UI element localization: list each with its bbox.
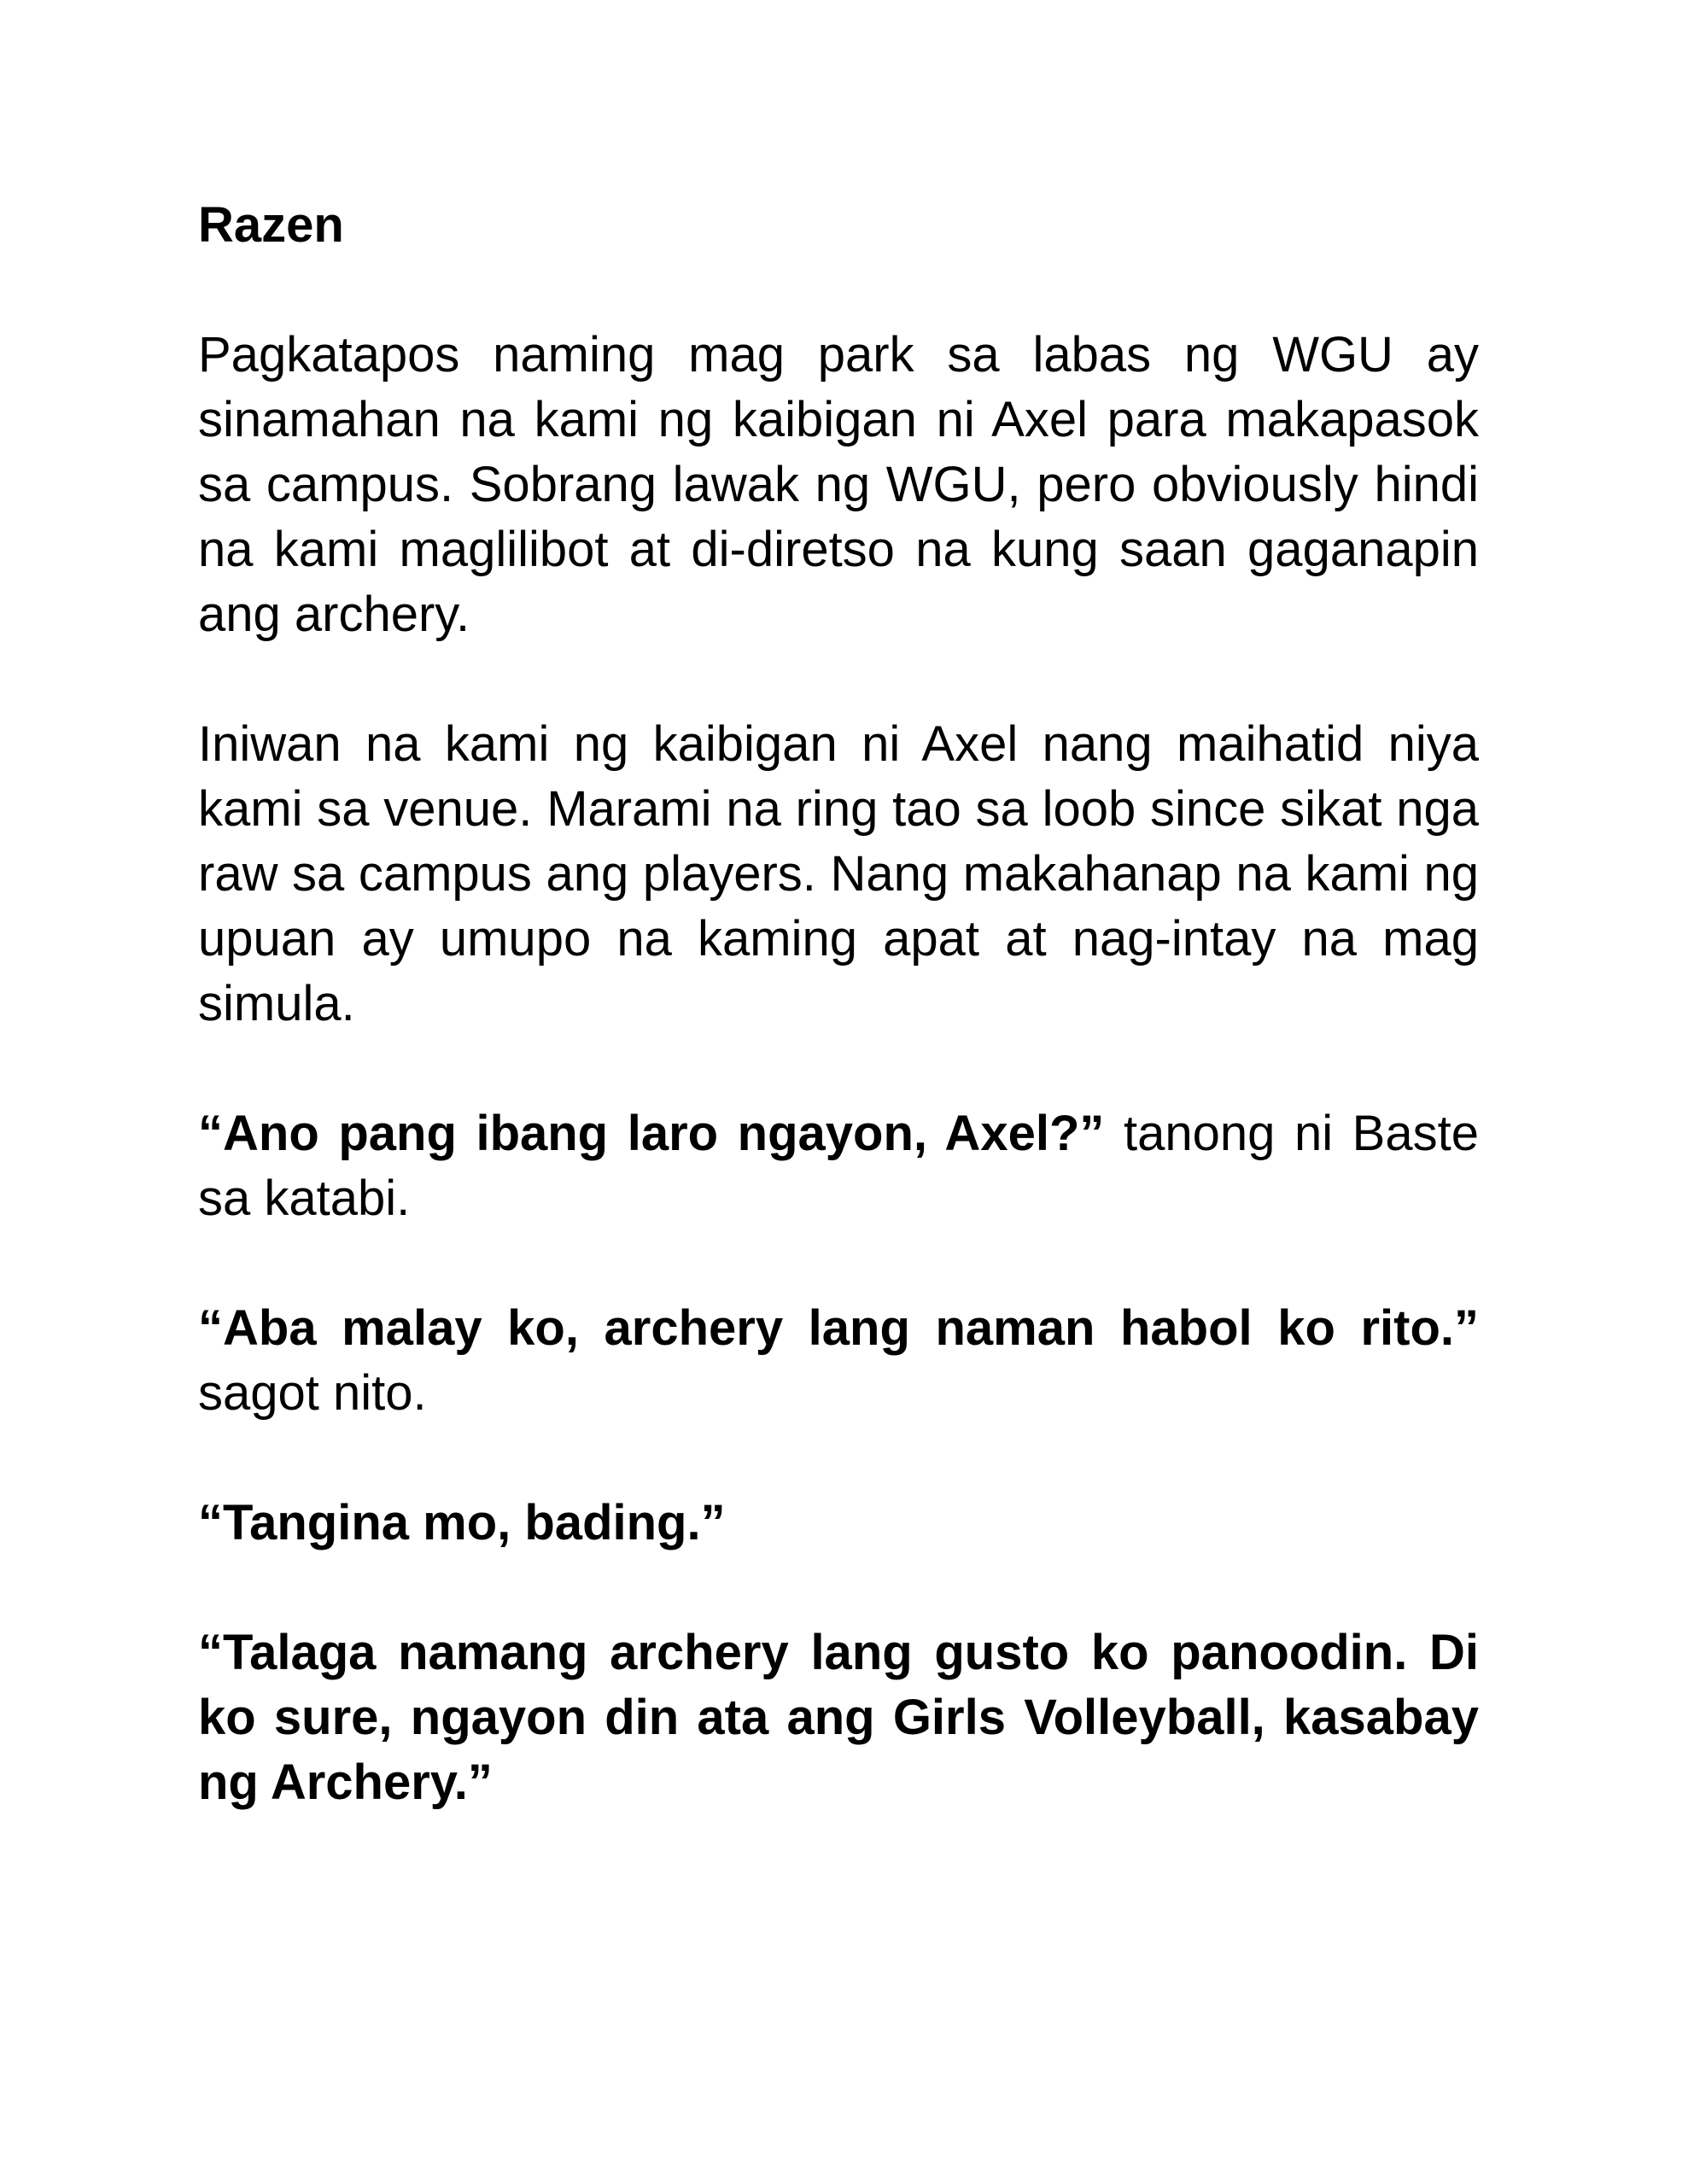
dialogue-paragraph [198, 1101, 1479, 1231]
dialogue-paragraph [198, 1620, 1479, 1815]
dialogue-quote: “Tangina mo, bading.” [198, 1495, 726, 1550]
dialogue-quote: “Ano pang ibang laro ngayon, Axel?” [198, 1106, 1105, 1161]
narration-paragraph [198, 712, 1479, 1037]
paragraph-text: Pagkatapos naming mag park sa labas ng WGU ay sinamahan na kami ng kaibigan ni Axel para makapasok sa campus. Sobrang lawak ng WGU, pero obviously hindi na kami maglilibot at di-diretso na kung saan gaganapin ang archery. [198, 327, 1479, 642]
dialogue-paragraph [198, 1296, 1479, 1426]
paragraph-text: Iniwan na kami ng kaibigan ni Axel nang maihatid niya kami sa venue. Marami na ring tao sa loob since sikat nga raw sa campus ang players. Nang makahanap na kami ng upuan ay umupo na kaming apat at nag-intay na mag simula. [198, 716, 1479, 1031]
dialogue-quote: “Aba malay ko, archery lang naman habol ko rito.” [198, 1300, 1479, 1356]
section-heading: Razen [198, 197, 344, 253]
narration-paragraph [198, 323, 1479, 647]
document-body [198, 193, 1479, 1880]
dialogue-paragraph [198, 1491, 1479, 1556]
dialogue-quote: “Talaga namang archery lang gusto ko panoodin. Di ko sure, ngayon din ata ang Girls Volleyball, kasabay ng Archery.” [198, 1625, 1479, 1810]
dialogue-tag: tanong ni Baste sa katabi. [198, 1106, 1479, 1226]
dialogue-tag: sagot nito. [198, 1365, 427, 1421]
